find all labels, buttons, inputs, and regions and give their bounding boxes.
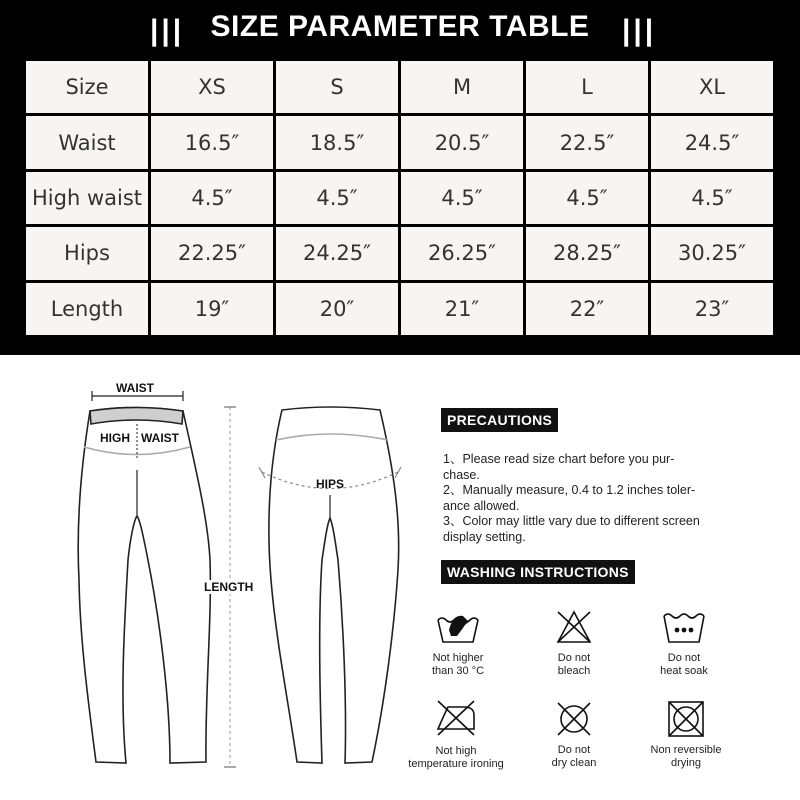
garment-diagram (0, 355, 430, 800)
size-parameter-table (23, 58, 776, 338)
wash-label-line2: temperature ironing (408, 758, 504, 770)
table-cell: 18.5″ (276, 116, 398, 168)
title-decoration-right: ||| (622, 14, 657, 47)
wash-label-line1: Not higher (432, 652, 484, 664)
precaution-line: ance allowed. (443, 498, 520, 513)
table-row-label: High waist (26, 172, 148, 224)
wash-item-no-iron (396, 697, 516, 771)
no-iron-icon (434, 697, 478, 739)
precautions-list (443, 452, 763, 545)
table-cell: 22.25″ (151, 227, 273, 279)
wash-item-hand-wash (398, 608, 518, 678)
table-header-cell: XS (151, 61, 273, 113)
wash-item-no-dry-clean (514, 700, 634, 770)
table-cell: 21″ (401, 283, 523, 335)
table-cell: 4.5″ (151, 172, 273, 224)
table-cell: 4.5″ (526, 172, 648, 224)
table-cell: 20.5″ (401, 116, 523, 168)
table-cell: 16.5″ (151, 116, 273, 168)
precaution-line: 3、Color may little vary due to different screen (443, 514, 700, 528)
table-row-label: Hips (26, 227, 148, 279)
table-header-cell: L (526, 61, 648, 113)
table-row (26, 116, 773, 168)
wash-label-line1: Do not (557, 652, 591, 664)
no-heat-soak-icon (661, 608, 707, 646)
high-waist-label: WAIST (141, 431, 179, 445)
washing-instructions-heading: WASHING INSTRUCTIONS (441, 560, 635, 584)
wash-item-no-tumble-dry (626, 700, 746, 770)
precaution-line: 2、Manually measure, 0.4 to 1.2 inches toler- (443, 483, 696, 497)
wash-label-line2: heat soak (660, 665, 708, 677)
waist-label: WAIST (116, 381, 154, 395)
hand-wash-icon (435, 608, 481, 646)
table-header-cell: M (401, 61, 523, 113)
wash-label-line1: Non reversible (650, 744, 722, 756)
leggings-front-drawing (78, 408, 210, 764)
table-cell: 19″ (151, 283, 273, 335)
wash-item-no-bleach (514, 608, 634, 678)
no-tumble-dry-icon (666, 700, 706, 738)
table-cell: 4.5″ (651, 172, 773, 224)
table-header-row (26, 61, 773, 113)
hips-label: HIPS (316, 477, 345, 491)
title-decoration-left: ||| (150, 14, 185, 47)
table-row (26, 172, 773, 224)
size-table-section (0, 0, 800, 355)
leggings-back-drawing (269, 407, 399, 763)
high-label: HIGH (100, 431, 130, 445)
table-row-label: Waist (26, 116, 148, 168)
wash-label-line2: dry clean (551, 757, 597, 769)
table-cell: 30.25″ (651, 227, 773, 279)
precaution-line: display setting. (443, 529, 526, 544)
precaution-line: 1、Please read size chart before you pur- (443, 452, 675, 466)
wash-item-no-heat-soak (624, 608, 744, 678)
table-cell: 23″ (651, 283, 773, 335)
no-bleach-icon (554, 608, 594, 646)
table-cell: 24.5″ (651, 116, 773, 168)
table-cell: 28.25″ (526, 227, 648, 279)
table-row (26, 227, 773, 279)
table-cell: 24.25″ (276, 227, 398, 279)
table-cell: 22″ (526, 283, 648, 335)
table-cell: 26.25″ (401, 227, 523, 279)
table-header-cell: Size (26, 61, 148, 113)
table-cell: 4.5″ (276, 172, 398, 224)
wash-label-line1: Not high (435, 745, 477, 757)
table-cell: 22.5″ (526, 116, 648, 168)
length-label: LENGTH (204, 580, 254, 594)
table-row (26, 283, 773, 335)
table-cell: 20″ (276, 283, 398, 335)
table-header-cell: S (276, 61, 398, 113)
no-dry-clean-icon (554, 700, 594, 738)
wash-label-line2: than 30 °C (431, 665, 485, 677)
wash-label-line2: bleach (557, 665, 591, 677)
wash-label-line1: Do not (667, 652, 701, 664)
page-title: SIZE PARAMETER TABLE (210, 10, 590, 43)
precautions-heading: PRECAUTIONS (441, 408, 558, 432)
table-row-label: Length (26, 283, 148, 335)
table-header-cell: XL (651, 61, 773, 113)
table-cell: 4.5″ (401, 172, 523, 224)
wash-label-line2: drying (671, 757, 701, 769)
precaution-line: chase. (443, 467, 480, 482)
wash-label-line1: Do not (557, 744, 591, 756)
